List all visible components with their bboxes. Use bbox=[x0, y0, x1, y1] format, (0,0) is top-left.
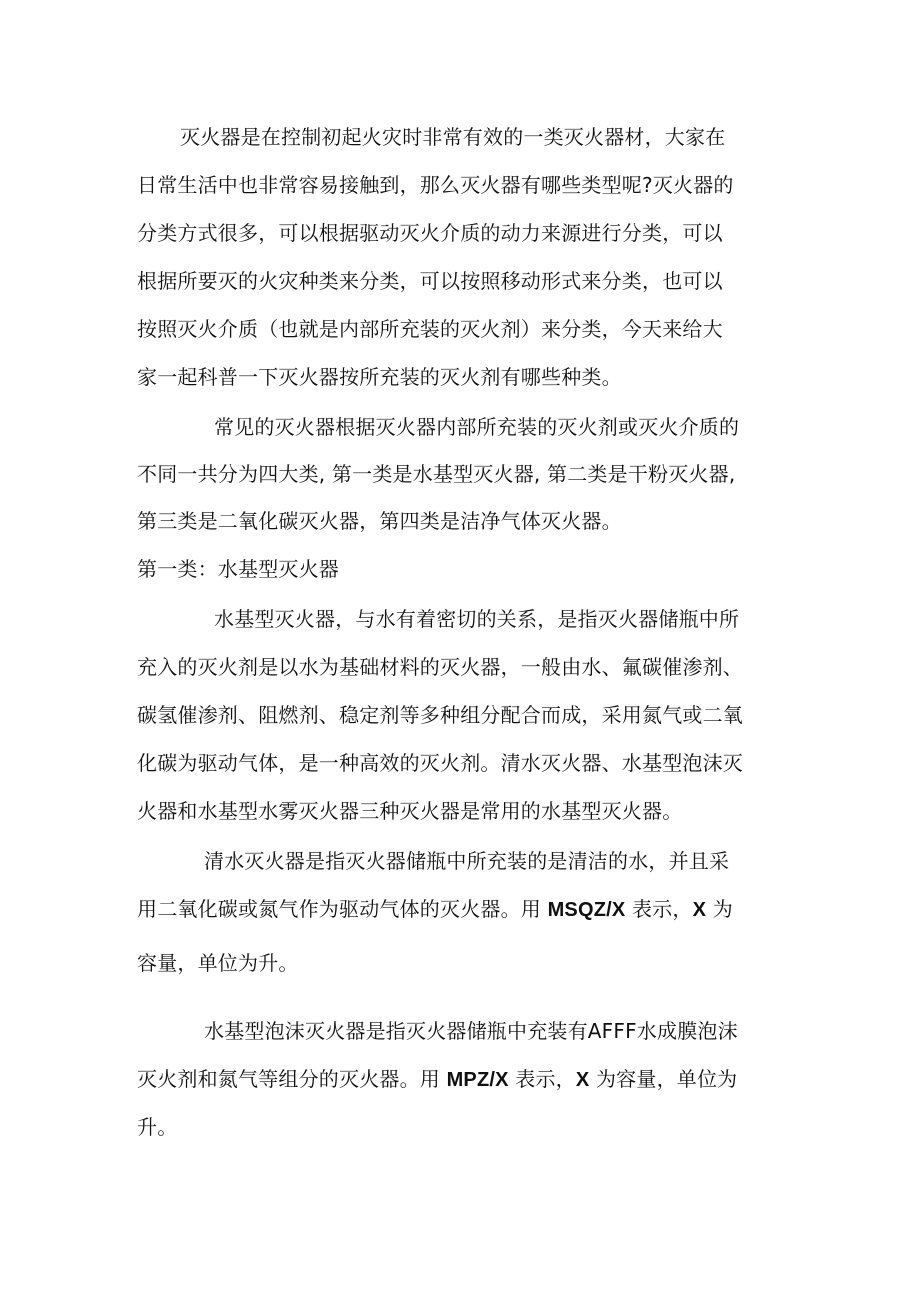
paragraph-4-line-1: 清水灭火器是指灭火器储瓶中所充装的是清洁的水，并且采 bbox=[204, 849, 730, 873]
paragraph-5-line-1: 水基型泡沫灭火器是指灭火器储瓶中充装有AFFF水成膜泡沫 bbox=[204, 1019, 738, 1043]
paragraph-5-line-2-text-b: 表示， bbox=[508, 1067, 576, 1091]
paragraph-3-line-5: 火器和水基型水雾灭火器三种灭火器是常用的水基型灭火器。 bbox=[137, 799, 683, 823]
paragraph-5-line-2-text-c: 为容量，单位为 bbox=[589, 1067, 738, 1091]
paragraph-1-line-2: 日常生活中也非常容易接触到，那么灭火器有哪些类型呢?灭火器的 bbox=[137, 173, 734, 197]
paragraph-3-line-4: 化碳为驱动气体，是一种高效的灭火剂。清水灭火器、水基型泡沫灭 bbox=[137, 751, 743, 775]
paragraph-1-line-3: 分类方式很多，可以根据驱动灭火介质的动力来源进行分类，可以 bbox=[137, 221, 723, 245]
paragraph-2-line-3: 第三类是二氧化碳灭火器，第四类是洁净气体灭火器。 bbox=[137, 509, 622, 533]
section-heading: 第一类：水基型灭火器 bbox=[137, 557, 339, 581]
paragraph-4-line-2 bbox=[137, 897, 733, 922]
model-code-msqz: MSQZ/X bbox=[547, 899, 626, 921]
paragraph-3-line-1: 水基型灭火器，与水有着密切的关系，是指灭火器储瓶中所 bbox=[214, 607, 740, 631]
paragraph-1-line-4: 根据所要灭的火灾种类来分类，可以按照移动形式来分类，也可以 bbox=[137, 269, 723, 293]
paragraph-4-line-2-text-b: 表示， bbox=[625, 897, 693, 921]
paragraph-1-line-1: 灭火器是在控制初起火灾时非常有效的一类灭火器材，大家在 bbox=[180, 125, 726, 149]
paragraph-4-line-2-text-c: 为 bbox=[706, 897, 733, 921]
capacity-variable: X bbox=[575, 1069, 590, 1091]
paragraph-4-line-2-text-a: 用二氧化碳或氮气作为驱动气体的灭火器。用 bbox=[137, 897, 548, 921]
paragraph-2-line-2: 不同一共分为四大类, 第一类是水基型灭火器, 第二类是干粉灭火器, bbox=[137, 462, 736, 486]
paragraph-5-line-3: 升。 bbox=[137, 1115, 178, 1139]
capacity-variable: X bbox=[692, 899, 707, 921]
paragraph-5-line-2-text-a: 灭火剂和氮气等组分的灭火器。用 bbox=[137, 1067, 447, 1091]
model-code-mpz: MPZ/X bbox=[446, 1069, 509, 1091]
paragraph-5-line-2 bbox=[137, 1067, 737, 1092]
paragraph-4-line-3: 容量，单位为升。 bbox=[137, 951, 299, 975]
paragraph-2-line-1: 常见的灭火器根据灭火器内部所充装的灭火剂或灭火介质的 bbox=[214, 415, 740, 439]
paragraph-1-line-5: 按照灭火介质（也就是内部所充装的灭火剂）来分类，今天来给大 bbox=[137, 317, 723, 341]
paragraph-3-line-2: 充入的灭火剂是以水为基础材料的灭火器，一般由水、氟碳催渗剂、 bbox=[137, 655, 743, 679]
paragraph-1-line-6: 家一起科普一下灭火器按所充装的灭火剂有哪些种类。 bbox=[137, 365, 622, 389]
paragraph-3-line-3: 碳氢催渗剂、阻燃剂、稳定剂等多种组分配合而成，采用氮气或二氧 bbox=[137, 703, 743, 727]
